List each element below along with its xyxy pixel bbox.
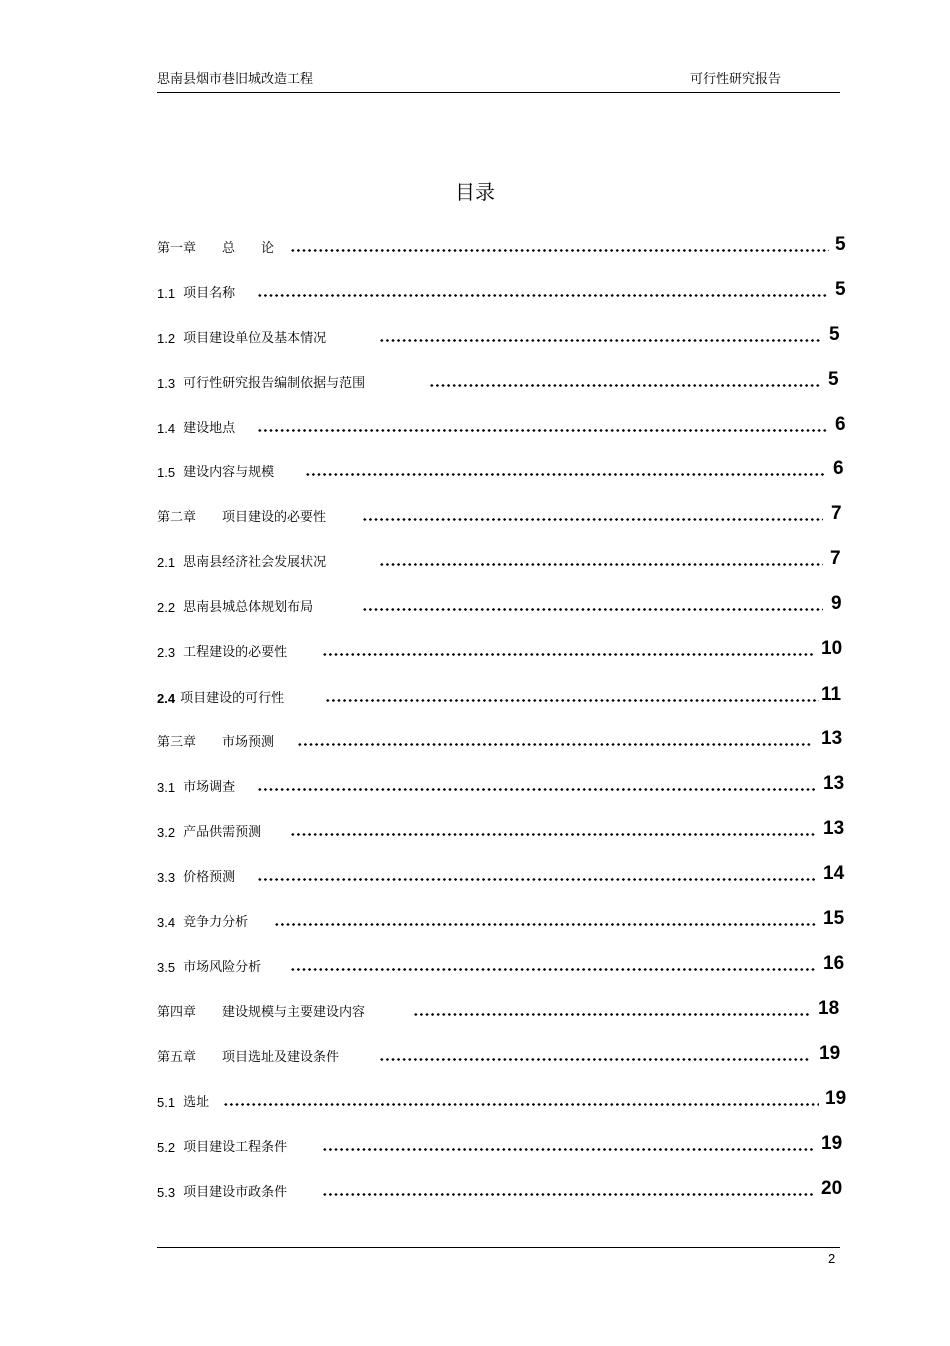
toc-entry[interactable] [157,363,857,391]
toc-entry[interactable] [157,632,857,660]
dot-leader [257,294,827,297]
toc-entry-number: 5.2 [157,1140,176,1155]
toc-entry-label: 价格预测 [183,870,236,885]
toc-entry-page: 13 [823,773,845,794]
toc-entry-page: 11 [821,684,842,705]
toc-entry-label: 思南县经济社会发展状况 [183,555,327,570]
toc-entry-label: 建设地点 [183,421,236,436]
dot-leader [379,1058,811,1061]
toc-entry[interactable] [157,497,857,525]
dot-leader [322,1148,813,1151]
dot-leader [290,833,817,836]
toc-entry-label: 项目名称 [183,286,236,301]
toc-entry-number: 2.4 [157,691,176,706]
toc-entry[interactable] [157,812,857,840]
toc-entry-page: 13 [821,728,843,749]
toc-entry-page: 5 [829,324,840,345]
toc-entry[interactable] [157,542,857,570]
toc-entry-page: 5 [828,369,839,390]
toc-entry-page: 6 [833,458,844,479]
dot-leader [257,878,817,881]
dot-leader [322,653,813,656]
toc-entry-page: 16 [823,953,845,974]
toc-entry-label: 选址 [183,1095,210,1110]
toc-entry[interactable] [157,722,857,750]
toc-title: 目录 [455,180,495,204]
toc-entry-number: 1.4 [157,421,176,436]
toc-entry-page: 6 [835,414,846,435]
toc-entry[interactable] [157,947,857,975]
toc-entry[interactable] [157,587,857,615]
toc-entry-page: 14 [823,863,845,884]
toc-entry-page: 15 [823,908,845,929]
toc-entry-page: 5 [835,234,846,255]
toc-entry-page: 20 [821,1178,843,1199]
toc-entry-number: 5.3 [157,1185,176,1200]
dot-leader [322,1193,813,1196]
toc-entry-label: 项目建设市政条件 [183,1185,288,1200]
toc-entry-page: 19 [819,1043,841,1064]
toc-entry-number: 第五章 [157,1050,197,1065]
dot-leader [274,923,817,926]
toc-entry[interactable] [157,452,857,480]
toc-entry-number: 3.3 [157,870,176,885]
toc-entry-page: 18 [818,998,840,1019]
toc-entry-label: 项目建设单位及基本情况 [183,331,327,346]
toc-entry-page: 13 [823,818,845,839]
toc-entry-page: 19 [821,1133,843,1154]
toc-entry[interactable] [157,1127,857,1155]
toc-entry-number: 第三章 [157,735,197,750]
toc-entry-page: 9 [831,593,842,614]
toc-entry-label: 总 论 [222,241,275,256]
toc-entry-label: 市场风险分析 [183,960,262,975]
dot-leader [379,339,821,342]
toc-entry-label: 市场调查 [183,780,236,795]
toc-entry-label: 工程建设的必要性 [183,645,288,660]
toc-entry[interactable] [157,1172,857,1200]
dot-leader [429,384,821,387]
toc-entry-label: 项目建设的必要性 [222,510,327,525]
toc-entry-number: 1.1 [157,286,176,301]
document-title: 思南县烟市巷旧城改造工程 [157,72,314,87]
toc-entry-label: 建设规模与主要建设内容 [222,1005,366,1020]
dot-leader [379,563,823,566]
toc-entry-number: 第二章 [157,510,197,525]
toc-entry-page: 10 [821,638,843,659]
toc-entry-number: 2.2 [157,600,176,615]
toc-entry[interactable] [157,767,857,795]
dot-leader [257,788,817,791]
toc-entry-page: 5 [835,279,846,300]
dot-leader [257,429,827,432]
toc-entry-label: 可行性研究报告编制依据与范围 [183,376,366,391]
page-header [157,66,840,93]
dot-leader [290,249,829,252]
dot-leader [362,518,823,521]
toc-entry-label: 项目建设的可行性 [180,691,285,706]
toc-entry-number: 3.1 [157,780,176,795]
toc-entry-number: 1.2 [157,331,176,346]
dot-leader [305,473,825,476]
toc-entry[interactable] [157,902,857,930]
dot-leader [362,608,823,611]
toc-entry[interactable] [157,408,857,436]
footer-divider [157,1247,840,1248]
toc-entry-page: 7 [830,548,841,569]
toc-entry-label: 市场预测 [222,735,275,750]
toc-entry[interactable] [157,1037,857,1065]
dot-leader [297,743,813,746]
toc-entry[interactable] [157,228,857,256]
toc-entry-number: 5.1 [157,1095,176,1110]
toc-entry-number: 3.4 [157,915,176,930]
page-number: 2 [828,1251,836,1266]
toc-entry-number: 第一章 [157,241,197,256]
document-type: 可行性研究报告 [690,72,782,87]
toc-entry[interactable] [157,678,857,706]
toc-entry-number: 1.3 [157,376,176,391]
toc-entry-label: 思南县城总体规划布局 [183,600,314,615]
toc-entry-number: 2.3 [157,645,176,660]
toc-entry-page: 19 [825,1088,847,1109]
toc-entry-number: 1.5 [157,465,176,480]
dot-leader [223,1103,819,1106]
toc-entry-number: 3.2 [157,825,176,840]
toc-entry-number: 3.5 [157,960,176,975]
toc-entry[interactable] [157,992,857,1020]
toc-entry-number: 第四章 [157,1005,197,1020]
toc-entry-number: 2.1 [157,555,176,570]
toc-entry-page: 7 [831,503,842,524]
toc-entry[interactable] [157,318,857,346]
toc-entry-label: 建设内容与规模 [183,465,275,480]
dot-leader [325,699,819,702]
toc-entry-label: 项目建设工程条件 [183,1140,288,1155]
toc-entry-label: 项目选址及建设条件 [222,1050,340,1065]
toc-entry-label: 竞争力分析 [183,915,249,930]
dot-leader [290,968,817,971]
toc-entry[interactable] [157,857,857,885]
dot-leader [413,1013,811,1016]
toc-entry-label: 产品供需预测 [183,825,262,840]
toc-entry[interactable] [157,273,857,301]
toc-entry[interactable] [157,1082,857,1110]
